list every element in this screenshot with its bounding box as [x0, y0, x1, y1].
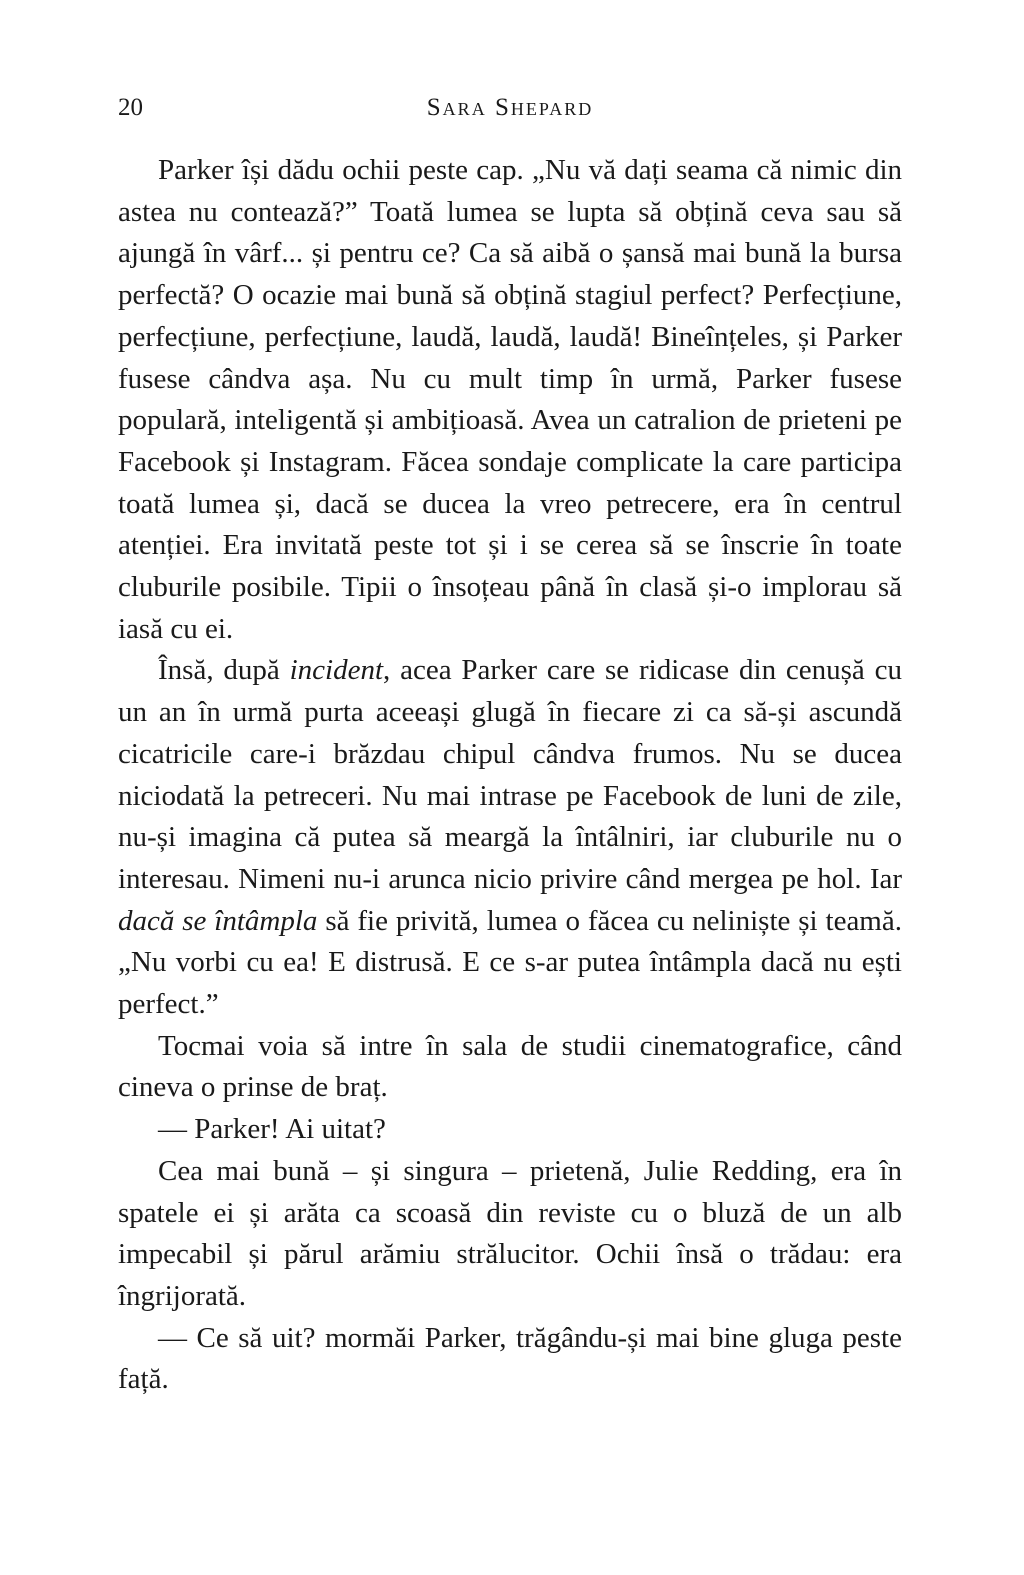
text-segment: Parker își dădu ochii peste cap. „Nu vă dați seama că nimic din astea nu contează?” Toată lumea se lupta să obțină ceva sau să ajungă în vârf... și pentru ce? Ca să aibă o șansă mai bună la bursa perfectă? O ocazie mai bună să obțină stagiul perfect? Perfecțiune, perfecțiune, perfecțiune, laudă, laudă, laudă! Bineînțeles, și Parker fusese cândva așa. Nu cu mult timp în urmă, Parker fusese populară, inteligentă și ambițioasă. Avea un catralion de prieteni pe Facebook și Instagram. Făcea sondaje complicate la care participa toată lumea și, dacă se ducea la vreo petrecere, era în centrul atenției. Era invitată peste tot și i se cerea să se înscrie în toate cluburile posibile. Tipii o însoțeau până în clasă și-o implorau să iasă cu ei. [118, 154, 902, 645]
text-segment: Cea mai bună – și singura – prietenă, Julie Redding, era în spatele ei și arăta ca scoasă din reviste cu o bluză de un alb impecabil și părul arămiu strălucitor. Ochii însă o trădau: era îngrijorată. [118, 1154, 902, 1312]
book-page [118, 88, 902, 1401]
italic-text: incident [289, 654, 384, 687]
book-author: Sara Shepard [426, 94, 594, 121]
paragraph [118, 1026, 902, 1109]
text-segment: — Ce să uit? mormăi Parker, trăgându-și mai bine gluga peste față. [118, 1321, 902, 1396]
text-segment: — Parker! Ai uitat? [158, 1113, 386, 1146]
paragraph [118, 1109, 902, 1151]
text-segment: , acea Parker care se ridicase din cenușă cu un an în urmă purta aceeași glugă în fiecare zi ca să-și ascundă cicatricile care-i brăzdau chipul cândva frumos. Nu se ducea niciodată la petreceri. Nu mai intrase pe Facebook de luni de zile, nu-și imagina că putea să meargă la întâlniri, iar cluburile nu o interesau. Nimeni nu-i arunca nicio privire când mergea pe hol. Iar [118, 654, 902, 895]
text-segment: Însă, după [158, 654, 290, 687]
paragraph [118, 150, 902, 650]
paragraph [118, 1151, 902, 1318]
page-number: 20 [118, 94, 143, 121]
paragraph [118, 1318, 902, 1401]
text-segment: să fie privită, lumea o făcea cu neliniște și teamă. „Nu vorbi cu ea! E distrusă. E ce s-ar putea întâmpla dacă nu ești perfect.” [118, 904, 902, 1021]
paragraph [118, 650, 902, 1025]
italic-text: dacă se întâmpla [118, 904, 318, 937]
running-head [118, 88, 902, 128]
text-segment: Tocmai voia să intre în sala de studii cinematografice, când cineva o prinse de braț. [118, 1029, 902, 1104]
body-text [118, 150, 902, 1401]
